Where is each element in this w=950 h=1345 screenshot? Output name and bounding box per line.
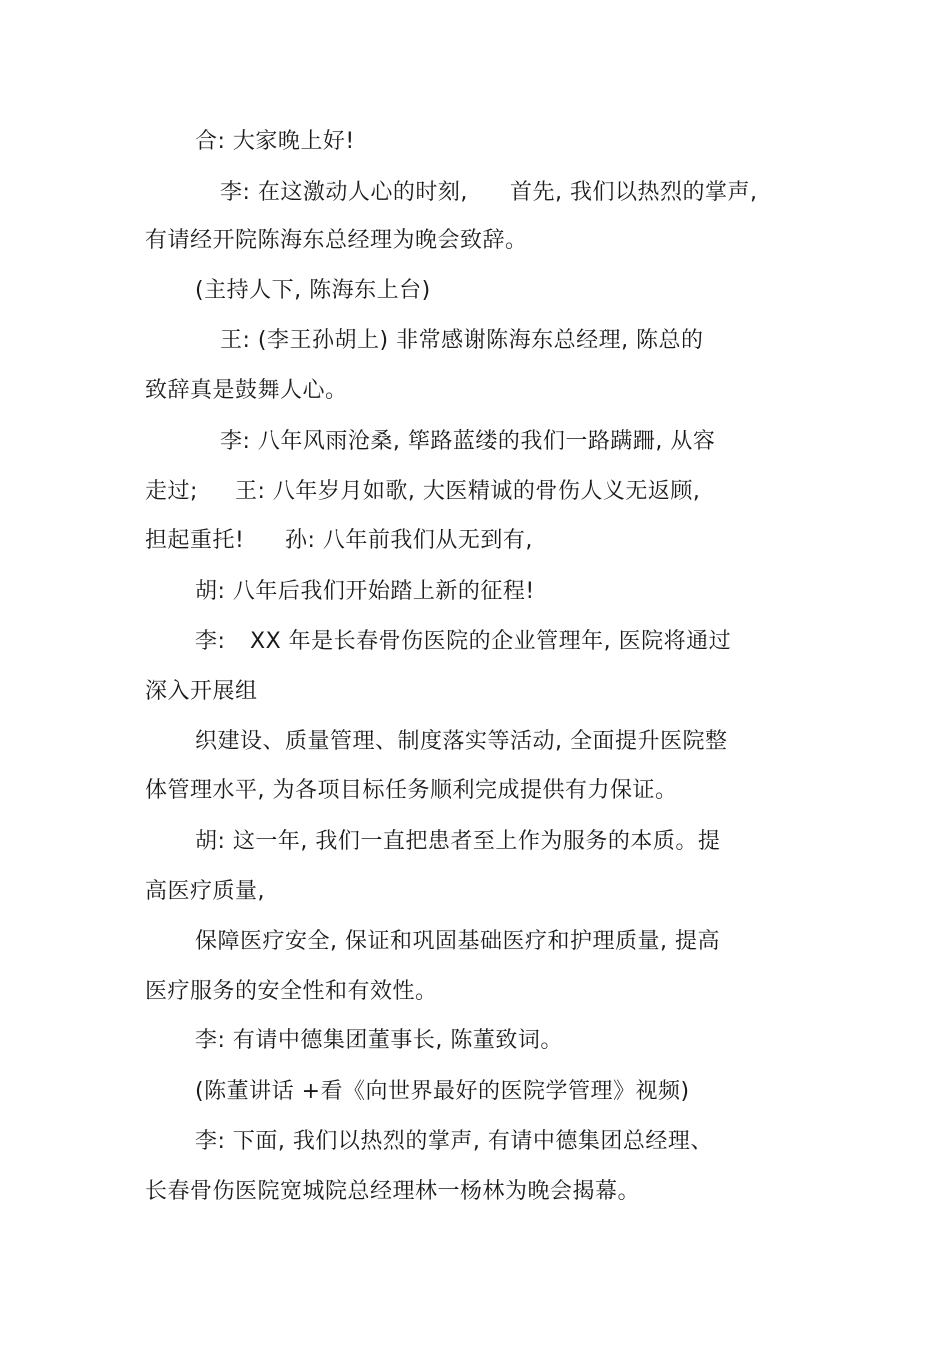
text-line: 李: 八年风雨沧桑, 筚路蓝缕的我们一路蹒跚, 从容: [220, 429, 716, 454]
text-line: (陈董讲话 +看《向世界最好的医院学管理》视频): [195, 1079, 690, 1104]
text-line: 织建设、质量管理、制度落实等活动, 全面提升医院整: [195, 729, 728, 754]
text-line: 李: 在这激动人心的时刻,: [220, 180, 468, 205]
text-line: 王: (李王孙胡上) 非常感谢陈海东总经理, 陈总的: [220, 328, 704, 353]
text-line: 首先, 我们以热烈的掌声,: [510, 180, 758, 205]
text-line: 孙: 八年前我们从无到有,: [285, 528, 533, 553]
text-line: (主持人下, 陈海东上台): [195, 278, 431, 303]
text-line: 李: 下面, 我们以热烈的掌声, 有请中德集团总经理、: [195, 1129, 713, 1154]
text-line: 王: 八年岁月如歌, 大医精诚的骨伤人义无返顾,: [235, 479, 701, 504]
text-line: 医疗服务的安全性和有效性。: [145, 979, 438, 1004]
text-line: 胡: 八年后我们开始踏上新的征程!: [195, 579, 535, 604]
text-line: 走过;: [145, 479, 198, 504]
text-line: 长春骨伤医院宽城院总经理林一杨林为晚会揭幕。: [145, 1179, 641, 1204]
text-line: 有请经开院陈海东总经理为晚会致辞。: [145, 228, 528, 253]
text-line: 担起重托!: [145, 528, 245, 553]
text-line: 李:: [195, 629, 226, 654]
text-line: 致辞真是鼓舞人心。: [145, 378, 348, 403]
text-line: XX 年是长春骨伤医院的企业管理年, 医院将通过: [250, 629, 732, 654]
text-line: 李: 有请中德集团董事长, 陈董致词。: [195, 1028, 563, 1053]
text-line: 高医疗质量,: [145, 879, 265, 904]
text-line: 合: 大家晚上好!: [195, 129, 355, 154]
text-line: 体管理水平, 为各项目标任务顺利完成提供有力保证。: [145, 778, 678, 803]
text-line: 保障医疗安全, 保证和巩固基础医疗和护理质量, 提高: [195, 929, 720, 954]
text-line: 胡: 这一年, 我们一直把患者至上作为服务的本质。提: [195, 829, 721, 854]
text-line: 深入开展组: [145, 679, 258, 704]
